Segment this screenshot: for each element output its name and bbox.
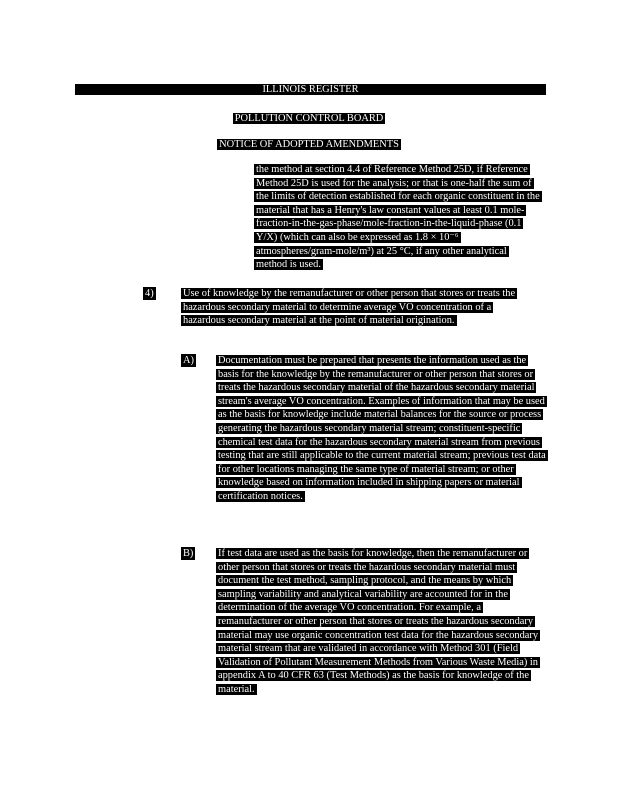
notice-title: NOTICE OF ADOPTED AMENDMENTS [219, 139, 399, 150]
header-register [75, 84, 546, 95]
board-title: POLLUTION CONTROL BOARD [234, 113, 384, 124]
item-b-text: If test data are used as the basis for knowledge, then the remanufacturer or other person that stores or treats the hazardous secondary material must document the test method, sampling protocol, and the means by which sampling variability and analytical variability are accounted for in the determination of the average VO concentration. For example, a remanufacturer or other person that stores or treats the hazardous secondary material may use organic concentration test data for the hazardous secondary material stream that are validated in accordance with Method 301 (Field Validation of Pollutant Measurement Methods from Various Waste Media) in appendix A to 40 CFR 63 (Test Methods) as the basis for knowledge of the material. [218, 548, 539, 695]
item-4-marker: 4) [145, 288, 154, 299]
header-board [0, 108, 618, 126]
header-notice [0, 134, 618, 152]
item-a-paragraph [216, 354, 546, 504]
item-b-marker: B) [183, 548, 194, 559]
item-a-marker: A) [183, 355, 194, 366]
continued-text: the method at section 4.4 of Reference Method 25D, if Reference Method 25D is used for the analysis; or that is one-half the sum of the limits of detection established for each organic constituent in the material that has a Henry's law constant values at least 0.1 mole-fraction-in-the-gas-phase/mole-fraction-in-the-liquid-phase (0.1 Y/X) (which can also be expressed as 1.8 × 10⁻⁶ atmospheres/gram-mole/m³) at 25 °C, if any other analytical method is used. [256, 164, 540, 271]
item-a-text: Documentation must be prepared that presents the information used as the basis for the knowledge by the remanufacturer or other person that stores or treats the hazardous secondary material of the hazardous secondary material stream's average VO concentration. Examples of information that may be used as the basis for knowledge include material balances for the source or process generating the hazardous secondary material stream; constituent-specific chemical test data for the hazardous secondary material stream from previous testing that are still applicable to the current material stream; previous test data for other locations managing the same type of material stream; or other knowledge based on information included in shipping papers or material certification notices. [218, 355, 546, 502]
continued-paragraph [254, 163, 540, 272]
item-b-paragraph [216, 547, 546, 697]
register-title: ILLINOIS REGISTER [262, 84, 359, 95]
item-4-paragraph [181, 287, 529, 328]
item-4-text: Use of knowledge by the remanufacturer or other person that stores or treats the hazardous secondary material to determine average VO concentration of a hazardous secondary material at the point of material origination. [183, 288, 516, 327]
